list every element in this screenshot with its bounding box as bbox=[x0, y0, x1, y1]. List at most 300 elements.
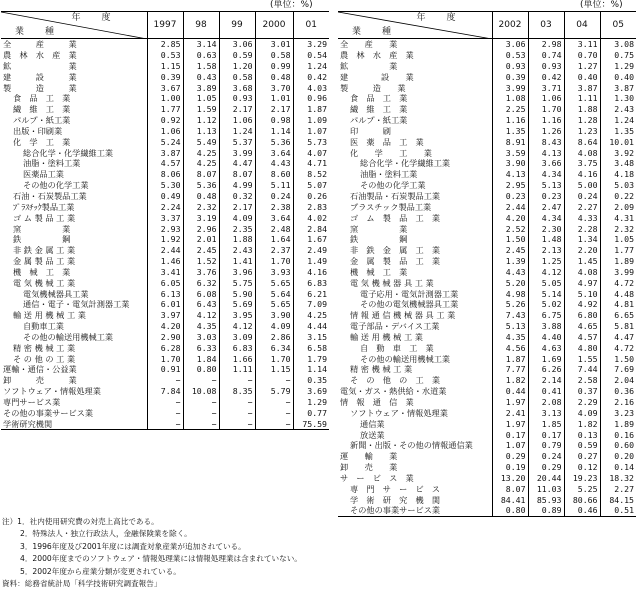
value-cell: 4.13 bbox=[492, 169, 528, 180]
value-cell: 75.59 bbox=[293, 419, 329, 430]
industry-label: 非 鉄 金 属 工 業 bbox=[13, 245, 76, 256]
table-row bbox=[1, 419, 329, 430]
value-cell: 4.40 bbox=[528, 332, 564, 343]
value-cell: 2.27 bbox=[600, 484, 636, 495]
value-cell: 1.09 bbox=[293, 115, 329, 126]
value-cell: 4.25 bbox=[183, 147, 219, 158]
value-cell: 2.38 bbox=[255, 202, 293, 213]
table-row bbox=[1, 202, 329, 213]
value-cell: 0.32 bbox=[219, 191, 255, 202]
year-header: 98 bbox=[183, 12, 219, 39]
value-cell: 3.37 bbox=[147, 213, 183, 224]
table-row bbox=[338, 343, 636, 354]
value-cell: 1.06 bbox=[528, 93, 564, 104]
value-cell: 3.23 bbox=[600, 408, 636, 419]
industry-label: 運 輸 業 bbox=[340, 451, 398, 462]
value-cell: 1.64 bbox=[255, 234, 293, 245]
value-cell: 4.12 bbox=[528, 267, 564, 278]
value-cell: 3.87 bbox=[147, 147, 183, 158]
table-row bbox=[338, 429, 636, 440]
table-row bbox=[1, 278, 329, 289]
value-cell: 6.75 bbox=[528, 310, 564, 321]
industry-label: 化 学 工 業 bbox=[13, 136, 71, 147]
industry-label: 医薬品工業 bbox=[23, 169, 64, 180]
value-cell: 2.16 bbox=[600, 397, 636, 408]
value-cell: 1.97 bbox=[492, 397, 528, 408]
table-row bbox=[338, 158, 636, 169]
value-cell: 4.72 bbox=[600, 343, 636, 354]
industry-label: その他の事業サービス業 bbox=[3, 407, 94, 418]
value-cell: 3.06 bbox=[492, 39, 528, 50]
table-row bbox=[1, 408, 329, 419]
value-cell: 4.12 bbox=[183, 310, 219, 321]
value-cell: 0.91 bbox=[147, 364, 183, 375]
industry-label: パルプ・紙工業 bbox=[13, 115, 71, 126]
value-cell: 0.20 bbox=[600, 451, 636, 462]
value-cell: 1.14 bbox=[255, 126, 293, 137]
value-cell: 80.66 bbox=[564, 494, 600, 505]
industry-label: 情 報 通 信 機 械 器 具 工 業 bbox=[350, 310, 456, 321]
value-cell: − bbox=[219, 375, 255, 386]
table-row bbox=[338, 451, 636, 462]
value-cell: 2.85 bbox=[147, 39, 183, 50]
value-cell: 4.35 bbox=[183, 321, 219, 332]
value-cell: 5.73 bbox=[293, 137, 329, 148]
value-cell: 2.83 bbox=[293, 202, 329, 213]
value-cell: 5.05 bbox=[528, 278, 564, 289]
value-cell: 2.95 bbox=[492, 180, 528, 191]
industry-label: その他の事業サービス業 bbox=[338, 505, 492, 516]
header-corner bbox=[1, 12, 147, 39]
value-cell: 1.70 bbox=[255, 353, 293, 364]
industry-label: 自 動 車 工 業 bbox=[360, 342, 434, 353]
industry-label: 専 門 サ ー ビ ス bbox=[350, 483, 441, 494]
value-cell: 0.24 bbox=[528, 451, 564, 462]
table-row bbox=[1, 321, 329, 332]
industry-label: 情 報 通 信 業 bbox=[340, 397, 414, 408]
value-cell: 4.57 bbox=[147, 158, 183, 169]
industry-label: 鉱 業 bbox=[3, 60, 77, 71]
value-cell: 3.41 bbox=[147, 267, 183, 278]
industry-label: 繊 維 工 業 bbox=[350, 104, 408, 115]
value-cell: 0.48 bbox=[183, 191, 219, 202]
value-cell: 4.92 bbox=[564, 299, 600, 310]
table-row bbox=[338, 397, 636, 408]
value-cell: 4.47 bbox=[219, 158, 255, 169]
value-cell: 0.70 bbox=[564, 50, 600, 61]
industry-label: 窯 業 bbox=[350, 223, 408, 234]
value-cell: 1.11 bbox=[564, 93, 600, 104]
value-cell: 5.20 bbox=[492, 278, 528, 289]
table-row bbox=[1, 169, 329, 180]
industry-label: 繊 維 工 業 bbox=[13, 104, 71, 115]
value-cell: − bbox=[183, 419, 219, 430]
value-cell: 0.60 bbox=[600, 440, 636, 451]
value-cell: 0.77 bbox=[293, 408, 329, 419]
unit-label-right: (単位：%) bbox=[580, 0, 623, 10]
industry-label: 電気・ガス・熱供給・水道業 bbox=[340, 386, 447, 397]
value-cell: 3.99 bbox=[492, 82, 528, 93]
value-cell: 0.93 bbox=[528, 61, 564, 72]
value-cell: 2.35 bbox=[219, 223, 255, 234]
value-cell: 8.43 bbox=[528, 137, 564, 148]
value-cell: 0.40 bbox=[600, 72, 636, 83]
value-cell: 1.77 bbox=[147, 104, 183, 115]
industry-label: 電子応用・電気計測器工業 bbox=[360, 288, 459, 299]
value-cell: 2.27 bbox=[564, 202, 600, 213]
value-cell: − bbox=[255, 408, 293, 419]
value-cell: 2.44 bbox=[147, 245, 183, 256]
value-cell: 0.43 bbox=[183, 72, 219, 83]
value-cell: 1.70 bbox=[528, 104, 564, 115]
table-row bbox=[338, 104, 636, 115]
value-cell: − bbox=[255, 397, 293, 408]
table-row bbox=[338, 440, 636, 451]
table-row bbox=[1, 147, 329, 158]
table-row bbox=[338, 256, 636, 267]
table-row bbox=[338, 234, 636, 245]
value-cell: 0.19 bbox=[492, 462, 528, 473]
industry-label: 窯 業 bbox=[13, 223, 71, 234]
value-cell: 4.34 bbox=[528, 213, 564, 224]
value-cell: 4.47 bbox=[600, 332, 636, 343]
table-row bbox=[1, 213, 329, 224]
value-cell: 0.39 bbox=[492, 72, 528, 83]
value-cell: 1.11 bbox=[219, 364, 255, 375]
value-cell: 6.13 bbox=[147, 288, 183, 299]
table-row bbox=[1, 288, 329, 299]
industry-label: 建 設 業 bbox=[340, 71, 414, 82]
table-row bbox=[338, 61, 636, 72]
industry-label: 放送業 bbox=[360, 429, 385, 440]
value-cell: 4.34 bbox=[528, 169, 564, 180]
table-row bbox=[338, 332, 636, 343]
value-cell: 1.07 bbox=[293, 126, 329, 137]
value-cell: 1.89 bbox=[600, 256, 636, 267]
industry-label: 電子部品・デバイス工業 bbox=[350, 321, 440, 332]
industry-label: 医 薬 品 工 業 bbox=[350, 136, 424, 147]
value-cell: 1.87 bbox=[492, 353, 528, 364]
table-row bbox=[1, 223, 329, 234]
value-cell: 4.12 bbox=[219, 321, 255, 332]
value-cell: 1.82 bbox=[492, 375, 528, 386]
value-cell: 4.16 bbox=[293, 267, 329, 278]
value-cell: 1.28 bbox=[564, 115, 600, 126]
value-cell: 0.16 bbox=[600, 429, 636, 440]
value-cell: 18.32 bbox=[600, 473, 636, 484]
value-cell: 5.26 bbox=[492, 299, 528, 310]
value-cell: 1.20 bbox=[219, 61, 255, 72]
value-cell: 2.08 bbox=[528, 397, 564, 408]
value-cell: 6.05 bbox=[147, 278, 183, 289]
table-row bbox=[1, 39, 329, 50]
value-cell: 0.12 bbox=[564, 462, 600, 473]
value-cell: 2.96 bbox=[183, 223, 219, 234]
value-cell: 2.30 bbox=[528, 223, 564, 234]
value-cell: 4.25 bbox=[183, 158, 219, 169]
value-cell: 6.80 bbox=[564, 310, 600, 321]
value-cell: 6.58 bbox=[293, 343, 329, 354]
value-cell: 0.17 bbox=[492, 429, 528, 440]
value-cell: 3.13 bbox=[528, 408, 564, 419]
value-cell: 1.29 bbox=[600, 61, 636, 72]
value-cell: 1.92 bbox=[147, 234, 183, 245]
industry-label: 全 産 業 bbox=[340, 39, 398, 50]
industry-label: 電気機械器具工業 bbox=[23, 288, 89, 299]
value-cell: 3.59 bbox=[492, 147, 528, 158]
table-row bbox=[338, 115, 636, 126]
value-cell: 0.22 bbox=[600, 191, 636, 202]
table-row bbox=[1, 191, 329, 202]
value-cell: 8.52 bbox=[293, 169, 329, 180]
value-cell: 2.09 bbox=[600, 202, 636, 213]
year-header: 1997 bbox=[147, 12, 183, 39]
table-row bbox=[1, 93, 329, 104]
industry-label: 食 品 工 業 bbox=[350, 93, 408, 104]
value-cell: 1.01 bbox=[255, 93, 293, 104]
industry-label: その他の電気機械器具工業 bbox=[360, 299, 459, 310]
value-cell: 4.09 bbox=[219, 213, 255, 224]
value-cell: 5.13 bbox=[492, 321, 528, 332]
value-cell: 0.98 bbox=[255, 115, 293, 126]
value-cell: 1.12 bbox=[183, 115, 219, 126]
unit-label-left: (単位：%) bbox=[270, 0, 313, 10]
industry-label: 製 造 業 bbox=[340, 82, 406, 93]
value-cell: 1.58 bbox=[183, 61, 219, 72]
industry-label: 農 林 水 産 業 bbox=[340, 50, 414, 61]
industry-label: その他の輸送用機械工業 bbox=[360, 353, 451, 364]
value-cell: 5.75 bbox=[219, 278, 255, 289]
value-cell: 6.83 bbox=[219, 343, 255, 354]
value-cell: − bbox=[183, 375, 219, 386]
table-row bbox=[1, 61, 329, 72]
industry-label: 油脂・塗料工業 bbox=[360, 169, 418, 180]
value-cell: 1.88 bbox=[564, 104, 600, 115]
table-row bbox=[338, 278, 636, 289]
value-cell: 1.48 bbox=[528, 234, 564, 245]
table-row bbox=[338, 213, 636, 224]
value-cell: 6.08 bbox=[183, 288, 219, 299]
value-cell: 0.93 bbox=[492, 61, 528, 72]
value-cell: 5.37 bbox=[219, 137, 255, 148]
value-cell: 6.01 bbox=[147, 299, 183, 310]
industry-label: 総合化学・化学繊維工業 bbox=[360, 158, 451, 169]
value-cell: 1.89 bbox=[600, 419, 636, 430]
value-cell: 6.32 bbox=[183, 278, 219, 289]
value-cell: 1.79 bbox=[293, 353, 329, 364]
value-cell: 3.66 bbox=[528, 158, 564, 169]
value-cell: 3.99 bbox=[219, 147, 255, 158]
note-line: 2．特殊法人・独立行政法人，金融保険業を除く。 bbox=[20, 529, 192, 539]
value-cell: 1.16 bbox=[528, 115, 564, 126]
industry-label: 通信業 bbox=[360, 418, 385, 429]
industry-label: 輸 送 用 機 械 工 業 bbox=[350, 331, 423, 342]
value-cell: 19.23 bbox=[564, 473, 600, 484]
value-cell: 5.64 bbox=[255, 288, 293, 299]
table-row bbox=[1, 299, 329, 310]
year-header: 05 bbox=[600, 12, 636, 39]
value-cell: 2.47 bbox=[528, 202, 564, 213]
value-cell: 3.06 bbox=[219, 39, 255, 50]
table-row bbox=[1, 234, 329, 245]
value-cell: 8.07 bbox=[183, 169, 219, 180]
value-cell: 3.89 bbox=[183, 82, 219, 93]
value-cell: 84.15 bbox=[600, 494, 636, 505]
table-row bbox=[338, 353, 636, 364]
industry-label: 学術研究機関 bbox=[1, 419, 147, 430]
value-cell: 1.24 bbox=[219, 126, 255, 137]
value-cell: 4.98 bbox=[492, 288, 528, 299]
value-cell: 1.45 bbox=[564, 256, 600, 267]
value-cell: 3.92 bbox=[600, 147, 636, 158]
value-cell: 0.59 bbox=[564, 440, 600, 451]
value-cell: 13.20 bbox=[492, 473, 528, 484]
industry-label: 金 属 製 品 工 業 bbox=[350, 256, 441, 267]
value-cell: 2.01 bbox=[183, 234, 219, 245]
header-year: 年 度 bbox=[416, 13, 462, 23]
value-cell: 1.87 bbox=[293, 104, 329, 115]
industry-label: 製 造 業 bbox=[3, 82, 77, 93]
table-row bbox=[338, 126, 636, 137]
table-row bbox=[1, 397, 329, 408]
year-header: 03 bbox=[528, 12, 564, 39]
value-cell: 2.45 bbox=[492, 245, 528, 256]
industry-label: その他の輸送用機械工業 bbox=[23, 331, 114, 342]
value-cell: 2.43 bbox=[600, 104, 636, 115]
value-cell: 4.18 bbox=[600, 169, 636, 180]
value-cell: 3.48 bbox=[600, 158, 636, 169]
industry-label: 金 属 製 品 工 業 bbox=[13, 256, 76, 267]
value-cell: 4.48 bbox=[600, 288, 636, 299]
industry-label: 鉄 鋼 bbox=[350, 234, 408, 245]
value-cell: 4.08 bbox=[564, 147, 600, 158]
value-cell: 11.03 bbox=[528, 484, 564, 495]
value-cell: 4.80 bbox=[564, 343, 600, 354]
value-cell: 5.69 bbox=[219, 299, 255, 310]
value-cell: 5.24 bbox=[147, 137, 183, 148]
value-cell: 2.24 bbox=[147, 202, 183, 213]
table-row bbox=[1, 50, 329, 61]
table-row bbox=[338, 72, 636, 83]
value-cell: 3.14 bbox=[183, 39, 219, 50]
value-cell: 8.64 bbox=[564, 137, 600, 148]
value-cell: 5.36 bbox=[255, 137, 293, 148]
value-cell: 5.65 bbox=[255, 299, 293, 310]
table-row bbox=[1, 364, 329, 375]
value-cell: 4.08 bbox=[564, 267, 600, 278]
value-cell: 6.28 bbox=[147, 343, 183, 354]
value-cell: 0.58 bbox=[255, 50, 293, 61]
value-cell: 3.03 bbox=[183, 332, 219, 343]
value-cell: 2.20 bbox=[564, 245, 600, 256]
table-row bbox=[338, 191, 636, 202]
value-cell: 2.29 bbox=[564, 397, 600, 408]
value-cell: 5.07 bbox=[293, 180, 329, 191]
value-cell: 2.44 bbox=[492, 202, 528, 213]
value-cell: 8.60 bbox=[255, 169, 293, 180]
table-row bbox=[1, 310, 329, 321]
value-cell: 2.58 bbox=[564, 375, 600, 386]
table-row bbox=[338, 386, 636, 397]
table-row bbox=[1, 375, 329, 386]
value-cell: 0.23 bbox=[528, 191, 564, 202]
table-row bbox=[338, 180, 636, 191]
value-cell: 0.29 bbox=[528, 462, 564, 473]
table-row bbox=[1, 137, 329, 148]
value-cell: 0.35 bbox=[293, 375, 329, 386]
value-cell: 0.79 bbox=[528, 440, 564, 451]
industry-label: 石油・石炭製品工業 bbox=[13, 190, 87, 201]
industry-label: ソフトウェア・情報処理業 bbox=[3, 386, 101, 397]
value-cell: 0.26 bbox=[293, 191, 329, 202]
table-row bbox=[1, 267, 329, 278]
value-cell: 4.07 bbox=[293, 147, 329, 158]
value-cell: 1.66 bbox=[219, 353, 255, 364]
value-cell: 1.05 bbox=[183, 93, 219, 104]
industry-label: 印 刷 bbox=[350, 125, 391, 136]
value-cell: 8.07 bbox=[219, 169, 255, 180]
value-cell: 5.81 bbox=[600, 321, 636, 332]
table-row bbox=[1, 126, 329, 137]
value-cell: 1.15 bbox=[147, 61, 183, 72]
industry-label: ソフトウェア・情報処理業 bbox=[350, 407, 448, 418]
value-cell: 1.07 bbox=[492, 440, 528, 451]
value-cell: − bbox=[147, 375, 183, 386]
industry-label: 全 産 業 bbox=[3, 39, 77, 50]
table-row bbox=[1, 104, 329, 115]
value-cell: 6.34 bbox=[255, 343, 293, 354]
value-cell: 3.29 bbox=[293, 39, 329, 50]
value-cell: 2.52 bbox=[492, 223, 528, 234]
value-cell: 0.14 bbox=[600, 462, 636, 473]
value-cell: 0.93 bbox=[219, 93, 255, 104]
value-cell: 6.65 bbox=[600, 310, 636, 321]
value-cell: 8.35 bbox=[219, 386, 255, 397]
value-cell: 5.25 bbox=[564, 484, 600, 495]
value-cell: 0.92 bbox=[147, 115, 183, 126]
industry-label: 輸 送 用 機 械 工 業 bbox=[13, 310, 86, 321]
value-cell: 85.93 bbox=[528, 494, 564, 505]
industry-label: 運輸・通信・公益業 bbox=[3, 364, 77, 375]
value-cell: 5.11 bbox=[255, 180, 293, 191]
industry-label: 精 密 機 械 工 業 bbox=[350, 364, 413, 375]
industry-label: 非 鉄 金 属 工 業 bbox=[350, 245, 441, 256]
value-cell: 7.44 bbox=[564, 364, 600, 375]
value-cell: 1.26 bbox=[528, 126, 564, 137]
value-cell: 1.30 bbox=[600, 93, 636, 104]
value-cell: 5.14 bbox=[528, 288, 564, 299]
value-cell: 0.59 bbox=[219, 50, 255, 61]
value-cell: 1.39 bbox=[492, 256, 528, 267]
industry-label: 電 気 機 械 工 業 bbox=[13, 277, 76, 288]
table-row bbox=[338, 288, 636, 299]
value-cell: 3.69 bbox=[293, 386, 329, 397]
table-row bbox=[1, 158, 329, 169]
value-cell: 2.93 bbox=[147, 223, 183, 234]
value-cell: 10.01 bbox=[600, 137, 636, 148]
table-right bbox=[338, 11, 636, 517]
value-cell: 1.16 bbox=[492, 115, 528, 126]
value-cell: 0.99 bbox=[255, 61, 293, 72]
value-cell: 3.71 bbox=[528, 82, 564, 93]
value-cell: 20.44 bbox=[528, 473, 564, 484]
industry-label: ゴ ム 製 品 工 業 bbox=[13, 212, 76, 223]
value-cell: 5.90 bbox=[219, 288, 255, 299]
industry-label: ﾌﾟﾗｽﾁｯｸ製品工業 bbox=[13, 201, 75, 212]
year-header: 99 bbox=[219, 12, 255, 39]
value-cell: 1.82 bbox=[564, 419, 600, 430]
value-cell: 1.50 bbox=[492, 234, 528, 245]
